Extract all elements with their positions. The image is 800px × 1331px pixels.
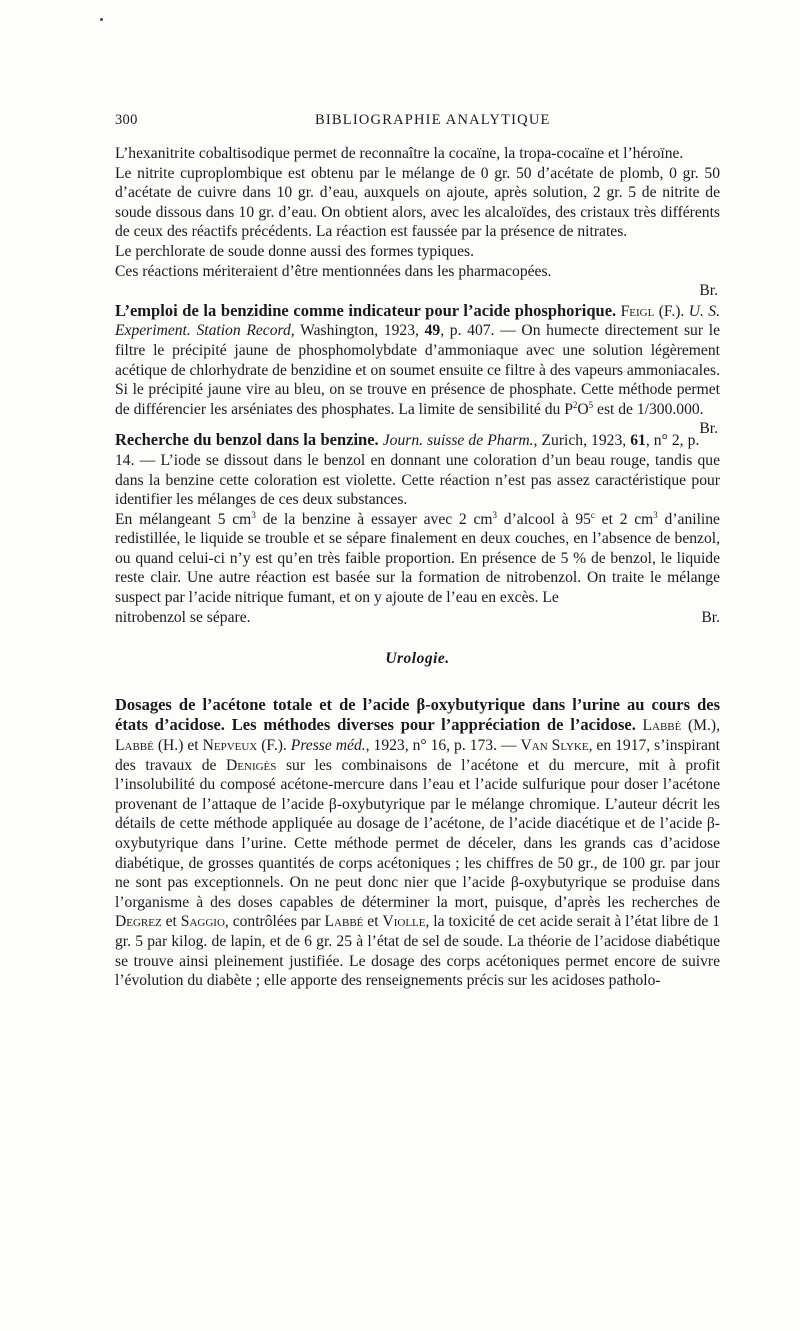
reviewer-signature: Br. (699, 420, 718, 438)
article-title: Dosages de l’acétone totale et de l’acide β-oxybutyrique dans l’urine au cours des états d’acidose. Les méthodes diverses pour l’appréciation de l’acidose. (115, 694, 720, 735)
journal-name: U. S. Experiment. Station Record, (115, 302, 721, 340)
article-title: Recherche du benzol dans la benzine. (115, 430, 379, 450)
superscript: 3 (653, 509, 658, 520)
paragraph-end: nitrobenzol se sépare. (115, 608, 251, 626)
author-name: Nepveux (202, 737, 258, 755)
superscript: c (590, 509, 595, 520)
review-benzol (115, 430, 720, 627)
cited-name: Labbé (324, 913, 364, 931)
continued-review (115, 144, 720, 301)
review-benzidine (115, 300, 721, 438)
abstract-text: est de 1/300.000. (593, 400, 704, 418)
abstract-text: , p. 407. — On humecte directement sur le filtre le précipité jaune de phosphomolybdate d’ammoniaque avec une solution légèrement acétique de chlorhydrate de benzidine et on soumet ensuite ce filtre à des vapeurs ammoniacales. Si le précipité jaune vire au bleu, on se trouve en présence de phosphate. Cette méthode permet de différencier les arséniates des phosphates. La limite de sensibilité du P (115, 322, 720, 418)
cited-name: Violle (382, 913, 426, 931)
paragraph (115, 430, 720, 509)
last-line (115, 608, 720, 628)
cited-name: Denigès (226, 756, 277, 774)
paragraph: Dosages de l’acétone totale et de l’acide β-oxybutyrique dans l’urine au cours des états d’acidose. Les méthodes diverses pour l’appréciation de l’acidose. Labbé (M.), Labbé (H.) et Nepveux (F.). Presse méd., 1923, n° 16, p. 173. — Van Slyke, en 1917, s’inspirant des travaux de Denigès sur les combinaisons de l’acétone et du mercure, mit à profit l’insolubilité du composé acétone-mercure dans l’eau et l’acide sulfurique pour doser l’acétone provenant de l’attaque de l’acide β-oxybutyrique par le mélange chromique. L’auteur décrit les détails de cette méthode appliquée au dosage de l’acétone, de l’acide diacétique et de l’acide β-oxybutyrique dans l’urine. Cette méthode permet de déceler, dans les grands cas d’acidose diabétique, de grosses quantités de corps acétoniques ; les chiffres de 50 gr., de 100 gr. par jour ne sont pas exceptionnels. On ne peut donc nier que l’acide β-oxybutyrique se produise dans l’organisme à des doses capables de déterminer la mort, puisque, d’après les recherches de Degrez et Saggio, contrôlées par Labbé et Violle, la toxicité de cet acide serait à l’état libre de 1 gr. 5 par kilog. de lapin, et de 6 gr. 25 à l’état de sel de soude. La théorie de l’acidose diabétique se trouve ainsi pleinement justifiée. Le dosage des corps acétoniques permet encore de suivre l’évolution du diabète ; elle apporte des renseignements précis sur les acidoses patholo- (115, 694, 721, 990)
author-name: Labbé (642, 717, 682, 735)
cited-name: Degrez (115, 913, 162, 931)
reviewer-signature: Br. (699, 282, 718, 300)
review-acetone (115, 695, 720, 991)
citation-place: Washington, 1923, (294, 322, 425, 340)
author-initial: (F.). (654, 302, 689, 320)
author-name: Feigl (620, 302, 655, 320)
cited-name: Van Slyke (520, 737, 589, 755)
reviewer-signature: Br. (701, 608, 720, 626)
superscript: 2 (572, 399, 578, 410)
page-body (115, 144, 720, 991)
superscript: 3 (492, 509, 498, 520)
citation-place: Zurich, 1923, (537, 432, 631, 450)
formula-part: O (577, 400, 589, 418)
article-title: L’emploi de la benzidine comme indicateur pour l’acide phosphorique. (115, 300, 617, 320)
superscript: 5 (588, 399, 594, 410)
journal-name: Journ. suisse de Pharm., (382, 432, 538, 450)
paragraph: Ces réactions mériteraient d’être mentionnées dans les pharmacopées. (115, 262, 552, 280)
page-number: 300 (115, 112, 138, 128)
paragraph: Le nitrite cuproplombique est obtenu par le mélange de 0 gr. 50 d’acétate de plomb, 0 gr. 50 d’acétate de cuivre dans 10 gr. d’eau, auxquels on ajoute, après solution, 2 gr. 5 de nitrite de soude dissous dans 10 gr. d’eau. On obtient alors, avec les alcaloïdes, des cristaux très différents de ceux des réactifs précédents. La réaction est faussée par la présence de nitrates. (115, 164, 720, 241)
author-name: Labbé (115, 737, 154, 755)
cited-name: Saggio (180, 913, 225, 931)
paragraph: L’hexanitrite cobaltisodique permet de reconnaître la cocaïne, la tropa-cocaïne et l’héroïne. (115, 145, 684, 162)
volume-number: 61 (630, 432, 646, 450)
section-heading: Urologie. (385, 650, 450, 668)
abstract-text: , n° 2, p. 14. — L’iode se dissout dans le benzol en donnant une coloration d’un beau rouge, tandis que dans la benzine cette coloration est violette. Cette réaction n’est pas assez caractéristique pour identifier les mélanges de ces deux substances. (115, 432, 720, 509)
paragraph: En mélangeant 5 $cm^3$ de la benzine à essayer avec 2 $cm^3$ d’alcool à 95$^c$ et 2 $cm^3$ d’aniline redistillée, le liquide se trouble et se sépare finalement en deux couches, en l’absence de benzol, ou quand celui-ci n’y est qu’en très faible proportion. En présence de 5 % de benzol, le liquide reste clair. Une autre réaction est basée sur la formation de nitrobenzol. On traite le mélange suspect par l’acide nitrique fumant, et on y ajoute de l’eau en excès. Le (115, 509, 720, 607)
paragraph (115, 300, 721, 438)
paragraph: Le perchlorate de soude donne aussi des formes typiques. (115, 242, 474, 260)
running-title: BIBLIOGRAPHIE ANALYTIQUE (315, 112, 551, 128)
volume-number: 49 (424, 322, 441, 340)
superscript: 3 (251, 509, 256, 520)
print-speck (100, 18, 103, 21)
journal-name: Presse méd., (290, 737, 370, 755)
